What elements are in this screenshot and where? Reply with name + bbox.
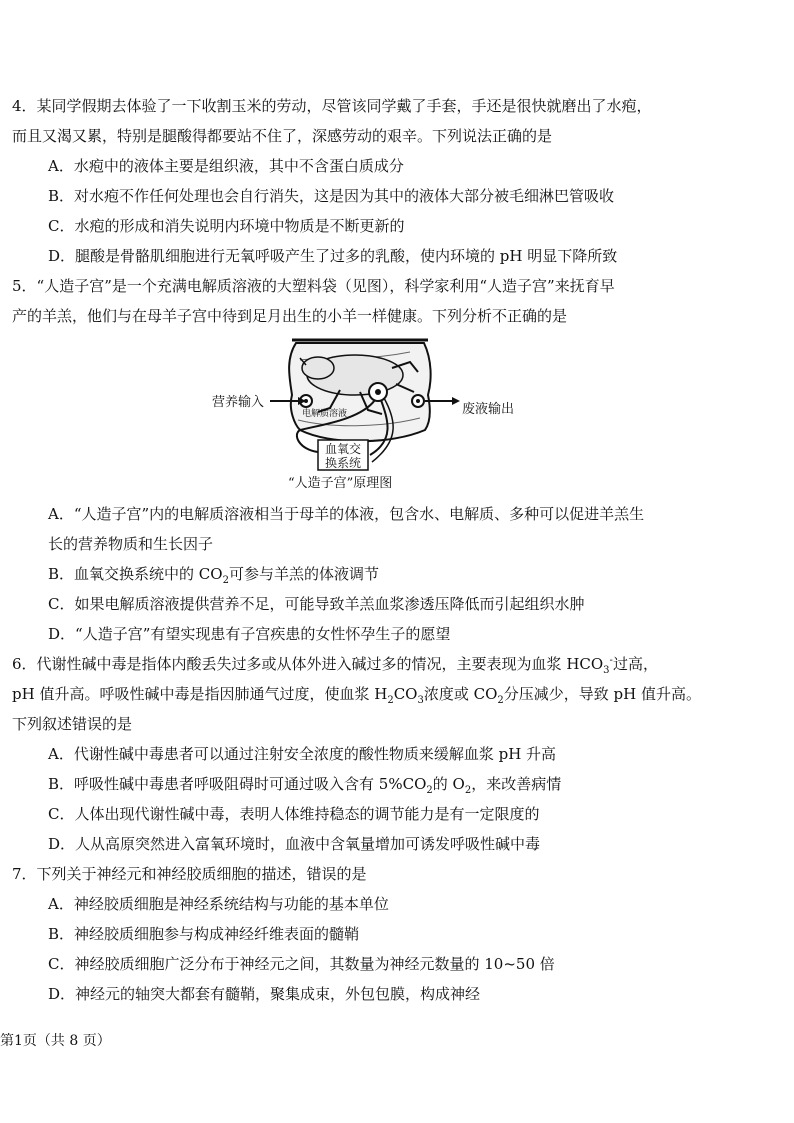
- q5-option-d: D．“人造子宫”有望实现患有子宫疾患的女性怀孕生子的愿望: [48, 625, 451, 643]
- figure-caption: “人造子宫”原理图: [288, 476, 393, 491]
- q4-option-a: A．水疱中的液体主要是组织液，其中不含蛋白质成分: [48, 157, 404, 175]
- q7-stem: 7．下列关于神经元和神经胶质细胞的描述，错误的是: [12, 865, 367, 883]
- q7-option-a: A．神经胶质细胞是神经系统结构与功能的基本单位: [48, 895, 389, 913]
- q4-option-d: D．腿酸是骨骼肌细胞进行无氧呼吸产生了过多的乳酸，使内环境的 pH 明显下降所致: [48, 247, 618, 265]
- artificial-womb-diagram: [0, 0, 794, 500]
- q6-option-b: B．呼吸性碱中毒患者呼吸阻碍时可通过吸入含有 $5\%CO_2$的 $O_2$，来改善病情: [48, 775, 562, 796]
- q5-option-c: C．如果电解质溶液提供营养不足，可能导致羊羔血浆渗透压降低而引起组织水肿: [48, 595, 585, 613]
- q5-stem-line-1: 5．“人造子宫”是一个充满电解质溶液的大塑料袋（见图），科学家利用“人造子宫”来抚育早: [12, 277, 615, 295]
- exchange-label-1: 血氧交: [324, 442, 362, 456]
- q4-option-c: C．水疱的形成和消失说明内环境中物质是不断更新的: [48, 217, 405, 235]
- q6-option-c: C．人体出现代谢性碱中毒，表明人体维持稳态的调节能力是有一定限度的: [48, 805, 540, 823]
- q7-option-d: D．神经元的轴突大都套有髓鞘，聚集成束，外包包膜，构成神经: [48, 985, 481, 1003]
- q7-option-b: B．神经胶质细胞参与构成神经纤维表面的髓鞘: [48, 925, 360, 943]
- label-waste-output: 废液输出: [462, 402, 515, 417]
- q5-option-a-line-1: A．“人造子宫”内的电解质溶液相当于母羊的体液，包含水、电解质、多种可以促进羊羔生: [48, 505, 645, 523]
- exchange-label-2: 换系统: [324, 456, 362, 470]
- label-nutrient-input: 营养输入: [212, 395, 265, 410]
- q6-stem-line-1: 6．代谢性碱中毒是指体内酸丢失过多或从体外进入碱过多的情况，主要表现为血浆 $HCO_3^-$过高，: [12, 655, 658, 676]
- q5-option-b: B．血氧交换系统中的 $CO_2$可参与羊羔的体液调节: [48, 565, 379, 586]
- q7-option-c: C．神经胶质细胞广泛分布于神经元之间，其数量为神经元数量的 10~50 倍: [48, 955, 555, 973]
- q6-option-d: D．人从高原突然进入富氧环境时，血液中含氧量增加可诱发呼吸性碱中毒: [48, 835, 541, 853]
- page-footer: 第1页（共 8 页）: [0, 1033, 111, 1049]
- q4-option-b: B．对水疱不作任何处理也会自行消失，这是因为其中的液体大部分被毛细淋巴管吸收: [48, 187, 615, 205]
- q5-option-a-line-2: 长的营养物质和生长因子: [48, 535, 214, 553]
- label-electrolyte-solution: 电解质溶液: [302, 409, 348, 419]
- q6-option-a: A．代谢性碱中毒患者可以通过注射安全浓度的酸性物质来缓解血浆 pH 升高: [48, 745, 557, 763]
- q5-stem-line-2: 产的羊羔，他们与在母羊子宫中待到足月出生的小羊一样健康。下列分析不正确的是: [12, 307, 568, 325]
- q6-stem-line-2: pH 值升高。呼吸性碱中毒是指因肺通气过度，使血浆 $H_2CO_3$浓度或 $CO_2$分压减少，导致 pH 值升高。: [12, 685, 701, 706]
- q4-stem-line-2: 而且又渴又累，特别是腿酸得都要站不住了，深感劳动的艰辛。下列说法正确的是: [12, 127, 553, 145]
- q4-stem-line-1: 4．某同学假期去体验了一下收割玉米的劳动，尽管该同学戴了手套，手还是很快就磨出了水疱，: [12, 97, 652, 115]
- q6-stem-line-3: 下列叙述错误的是: [12, 715, 133, 733]
